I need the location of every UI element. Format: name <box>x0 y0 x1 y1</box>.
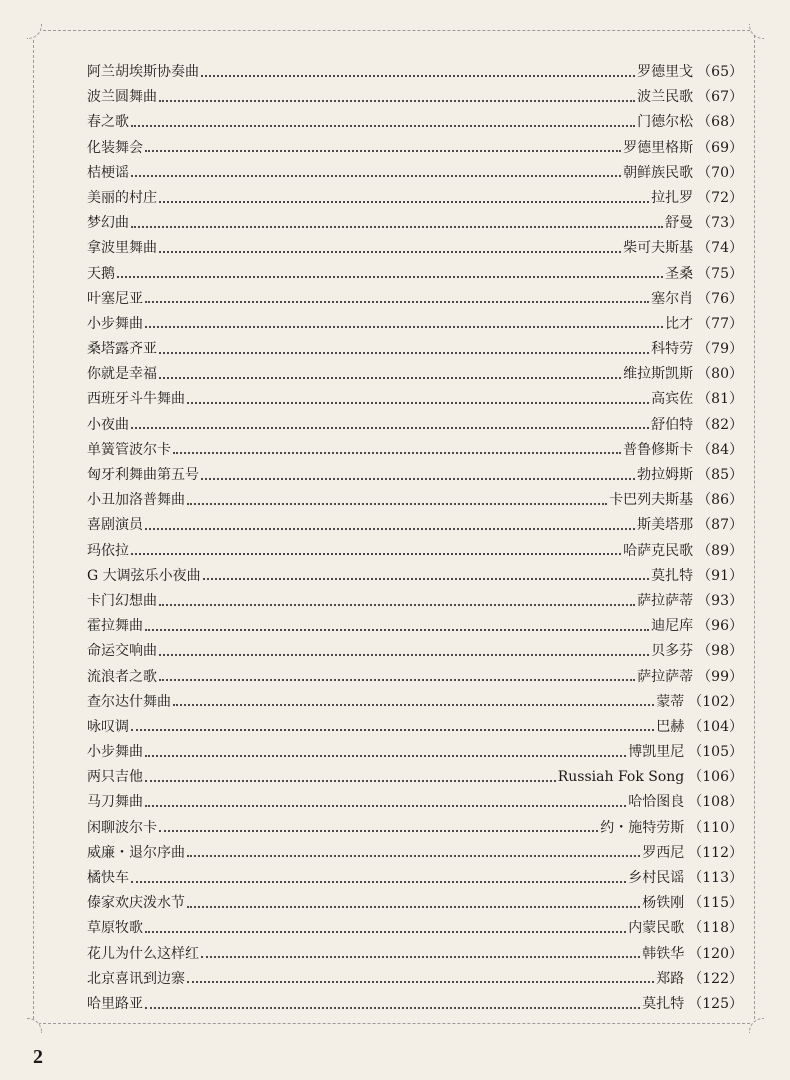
toc-entry-composer: 莫扎特 <box>642 995 685 1012</box>
dot-leader <box>145 780 556 782</box>
toc-entry-composer: 舒曼 <box>665 215 694 232</box>
dot-leader <box>159 654 649 656</box>
toc-entry-composer: 朝鲜族民歌 <box>623 164 694 181</box>
dot-leader <box>117 276 663 278</box>
toc-entry-title: 北京喜讯到边寨 <box>87 970 185 987</box>
toc-entry-composer: 波兰民歌 <box>637 89 694 106</box>
dot-leader <box>159 377 621 379</box>
toc-entry-composer: 柴可夫斯基 <box>623 240 694 257</box>
toc-entry-composer: 博凯里尼 <box>628 744 685 761</box>
toc-entry <box>87 85 743 110</box>
dot-leader <box>145 528 635 530</box>
dot-leader <box>159 679 635 681</box>
toc-entry-composer: 比才 <box>665 315 694 332</box>
toc-entry-title: 小步舞曲 <box>87 315 143 332</box>
toc-entry-composer: 约・施特劳斯 <box>600 819 685 836</box>
toc-entry <box>87 916 743 941</box>
toc-entry-composer: 罗德里格斯 <box>623 139 694 156</box>
toc-entry <box>87 236 743 261</box>
dot-leader <box>159 604 635 606</box>
toc-entry-page: （85） <box>697 467 743 483</box>
toc-entry-title: 小夜曲 <box>87 416 129 433</box>
toc-entry-page: （102） <box>688 693 743 710</box>
toc-entry-composer: 圣桑 <box>665 265 694 282</box>
toc-entry <box>87 488 743 513</box>
toc-entry-page: （118） <box>688 920 743 937</box>
toc-entry-page: （115） <box>688 895 743 912</box>
dot-leader <box>131 881 626 883</box>
toc-entry-composer: 勃拉姆斯 <box>637 467 694 483</box>
toc-entry-composer: 哈恰图良 <box>628 794 685 811</box>
toc-entry-composer: 莫扎特 <box>651 567 694 584</box>
toc-entry-page: （72） <box>697 189 743 206</box>
toc-entry <box>87 589 743 614</box>
toc-entry-title: 橘快车 <box>87 870 129 886</box>
toc-entry-page: （68） <box>697 114 743 131</box>
toc-entry <box>87 110 743 135</box>
toc-entry-title: 桑塔露齐亚 <box>87 341 157 358</box>
toc-entry <box>87 186 743 211</box>
toc-entry-page: （69） <box>697 139 743 156</box>
toc-entry <box>87 564 743 589</box>
toc-entry-title: 傣家欢庆泼水节 <box>87 895 185 912</box>
dot-leader <box>159 251 621 253</box>
toc-entry-page: （79） <box>697 341 743 358</box>
toc-entry <box>87 262 743 287</box>
toc-entry <box>87 765 743 790</box>
toc-entry-title: 马刀舞曲 <box>87 794 143 811</box>
toc-entry-page: （93） <box>697 592 743 609</box>
dot-leader <box>131 226 663 228</box>
toc-entry <box>87 614 743 639</box>
table-of-contents <box>87 60 743 1017</box>
toc-entry-composer: 乡村民谣 <box>628 870 685 886</box>
toc-entry-page: （67） <box>697 89 743 106</box>
toc-entry-title: 玛依拉 <box>87 542 129 559</box>
toc-entry-title: 美丽的村庄 <box>87 189 157 206</box>
toc-entry-composer: 罗德里戈 <box>637 64 694 80</box>
dot-leader <box>131 125 635 127</box>
toc-entry-page: （112） <box>688 844 743 861</box>
dot-leader <box>145 629 649 631</box>
toc-entry-page: （98） <box>697 643 743 660</box>
toc-entry-title: G 大调弦乐小夜曲 <box>87 567 201 584</box>
toc-entry-composer: 舒伯特 <box>651 416 694 433</box>
toc-entry-page: （105） <box>688 744 743 761</box>
toc-entry <box>87 715 743 740</box>
toc-entry-composer: Russiah Fok Song <box>557 769 685 786</box>
toc-entry-page: （122） <box>688 970 743 987</box>
toc-entry <box>87 866 743 891</box>
toc-entry-title: 小丑加洛普舞曲 <box>87 492 185 509</box>
dot-leader <box>187 402 649 404</box>
toc-entry-page: （96） <box>697 618 743 635</box>
toc-entry <box>87 513 743 538</box>
toc-entry-page: （75） <box>697 265 743 282</box>
toc-entry-page: （73） <box>697 215 743 232</box>
dot-leader <box>145 326 663 328</box>
dot-leader <box>131 553 621 555</box>
toc-entry <box>87 639 743 664</box>
toc-entry <box>87 790 743 815</box>
toc-entry-title: 小步舞曲 <box>87 744 143 761</box>
toc-entry <box>87 413 743 438</box>
toc-entry-title: 叶塞尼亚 <box>87 290 143 307</box>
toc-entry-page: （108） <box>688 794 743 811</box>
dot-leader <box>201 956 640 958</box>
toc-entry-title: 拿波里舞曲 <box>87 240 157 257</box>
dot-leader <box>145 755 626 757</box>
dot-leader <box>187 981 654 983</box>
toc-entry-composer: 斯美塔那 <box>637 517 694 534</box>
toc-entry-composer: 巴赫 <box>656 718 685 735</box>
toc-entry-title: 天鹅 <box>87 265 115 282</box>
toc-entry-title: 化装舞会 <box>87 139 143 156</box>
toc-entry-title: 两只吉他 <box>87 769 143 786</box>
dot-leader <box>201 478 635 480</box>
toc-entry-page: （87） <box>697 517 743 534</box>
toc-entry <box>87 816 743 841</box>
toc-entry-title: 阿兰胡埃斯协奏曲 <box>87 64 199 80</box>
toc-entry-title: 西班牙斗牛舞曲 <box>87 391 185 408</box>
page-number: 2 <box>33 1046 43 1068</box>
toc-entry <box>87 337 743 362</box>
toc-entry-composer: 萨拉萨蒂 <box>637 592 694 609</box>
toc-entry-title: 查尔达什舞曲 <box>87 693 171 710</box>
toc-entry-title: 闲聊波尔卡 <box>87 819 157 836</box>
toc-entry <box>87 740 743 765</box>
toc-entry-composer: 哈萨克民歌 <box>623 542 694 559</box>
toc-entry-composer: 迪尼库 <box>651 618 694 635</box>
toc-entry <box>87 211 743 236</box>
toc-entry-title: 你就是幸福 <box>87 366 157 383</box>
dot-leader <box>145 1007 640 1009</box>
dot-leader <box>131 729 654 731</box>
toc-entry-title: 梦幻曲 <box>87 215 129 232</box>
toc-entry-title: 花儿为什么这样红 <box>87 945 199 962</box>
toc-entry <box>87 136 743 161</box>
toc-entry-composer: 高宾佐 <box>651 391 694 408</box>
toc-entry <box>87 841 743 866</box>
toc-entry-page: （89） <box>697 542 743 559</box>
toc-entry-page: （86） <box>697 492 743 509</box>
toc-entry-page: （82） <box>697 416 743 433</box>
toc-entry-title: 喜剧演员 <box>87 517 143 534</box>
toc-entry-page: （125） <box>688 995 743 1012</box>
toc-entry-composer: 贝多芬 <box>651 643 694 660</box>
toc-entry-composer: 杨铁刚 <box>642 895 685 912</box>
toc-entry-title: 桔梗谣 <box>87 164 129 181</box>
toc-entry-composer: 郑路 <box>656 970 685 987</box>
dot-leader <box>159 201 649 203</box>
dot-leader <box>201 75 635 77</box>
dot-leader <box>145 301 649 303</box>
toc-entry-page: （110） <box>688 819 743 836</box>
toc-entry <box>87 362 743 387</box>
toc-entry <box>87 438 743 463</box>
toc-entry <box>87 161 743 186</box>
dot-leader <box>173 452 621 454</box>
toc-entry <box>87 60 743 85</box>
dot-leader <box>145 805 626 807</box>
dot-leader <box>187 906 640 908</box>
toc-entry-title: 草原牧歌 <box>87 920 143 937</box>
toc-entry-page: （91） <box>697 567 743 584</box>
toc-entry <box>87 287 743 312</box>
dot-leader <box>159 100 635 102</box>
toc-entry-composer: 普鲁修斯卡 <box>623 441 694 458</box>
toc-entry-composer: 卡巴列夫斯基 <box>609 492 694 509</box>
toc-entry <box>87 690 743 715</box>
toc-entry-page: （74） <box>697 240 743 257</box>
toc-entry-page: （70） <box>697 164 743 181</box>
toc-entry <box>87 992 743 1017</box>
toc-entry-page: （113） <box>688 870 743 886</box>
toc-entry-composer: 塞尔肖 <box>651 290 694 307</box>
toc-entry-page: （120） <box>688 945 743 962</box>
toc-entry-page: （80） <box>697 366 743 383</box>
dot-leader <box>203 578 650 580</box>
dot-leader <box>187 503 607 505</box>
toc-entry-title: 哈里路亚 <box>87 995 143 1012</box>
toc-entry-composer: 韩铁华 <box>642 945 685 962</box>
toc-entry-composer: 维拉斯凯斯 <box>623 366 694 383</box>
toc-entry <box>87 942 743 967</box>
toc-entry-composer: 拉扎罗 <box>651 189 694 206</box>
toc-entry-title: 咏叹调 <box>87 718 129 735</box>
toc-entry-composer: 门德尔松 <box>637 114 694 131</box>
toc-entry <box>87 967 743 992</box>
dot-leader <box>173 704 654 706</box>
toc-entry <box>87 387 743 412</box>
toc-entry-page: （104） <box>688 718 743 735</box>
dot-leader <box>145 931 626 933</box>
toc-entry-title: 匈牙利舞曲第五号 <box>87 467 199 483</box>
toc-entry <box>87 665 743 690</box>
toc-entry-page: （76） <box>697 290 743 307</box>
toc-entry-page: （77） <box>697 315 743 332</box>
toc-entry-page: （106） <box>688 769 743 786</box>
toc-entry-title: 命运交响曲 <box>87 643 157 660</box>
toc-entry-composer: 罗西尼 <box>642 844 685 861</box>
toc-entry-composer: 内蒙民歌 <box>628 920 685 937</box>
toc-entry-page: （99） <box>697 668 743 685</box>
toc-entry-title: 流浪者之歌 <box>87 668 157 685</box>
toc-entry-title: 春之歌 <box>87 114 129 131</box>
toc-entry-page: （65） <box>697 64 743 80</box>
dot-leader <box>159 352 649 354</box>
dot-leader <box>131 175 621 177</box>
toc-entry-page: （84） <box>697 441 743 458</box>
toc-entry-title: 霍拉舞曲 <box>87 618 143 635</box>
toc-entry <box>87 891 743 916</box>
toc-entry <box>87 539 743 564</box>
dot-leader <box>159 830 598 832</box>
toc-entry-composer: 蒙蒂 <box>656 693 685 710</box>
toc-entry-title: 单簧管波尔卡 <box>87 441 171 458</box>
toc-entry-title: 波兰圆舞曲 <box>87 89 157 106</box>
toc-entry <box>87 463 743 488</box>
toc-entry-page: （81） <box>697 391 743 408</box>
dot-leader <box>145 150 621 152</box>
toc-entry-composer: 科特劳 <box>651 341 694 358</box>
toc-entry <box>87 312 743 337</box>
toc-entry-composer: 萨拉萨蒂 <box>637 668 694 685</box>
toc-entry-title: 卡门幻想曲 <box>87 592 157 609</box>
dot-leader <box>131 427 649 429</box>
dot-leader <box>187 855 640 857</box>
toc-entry-title: 威廉・退尔序曲 <box>87 844 185 861</box>
